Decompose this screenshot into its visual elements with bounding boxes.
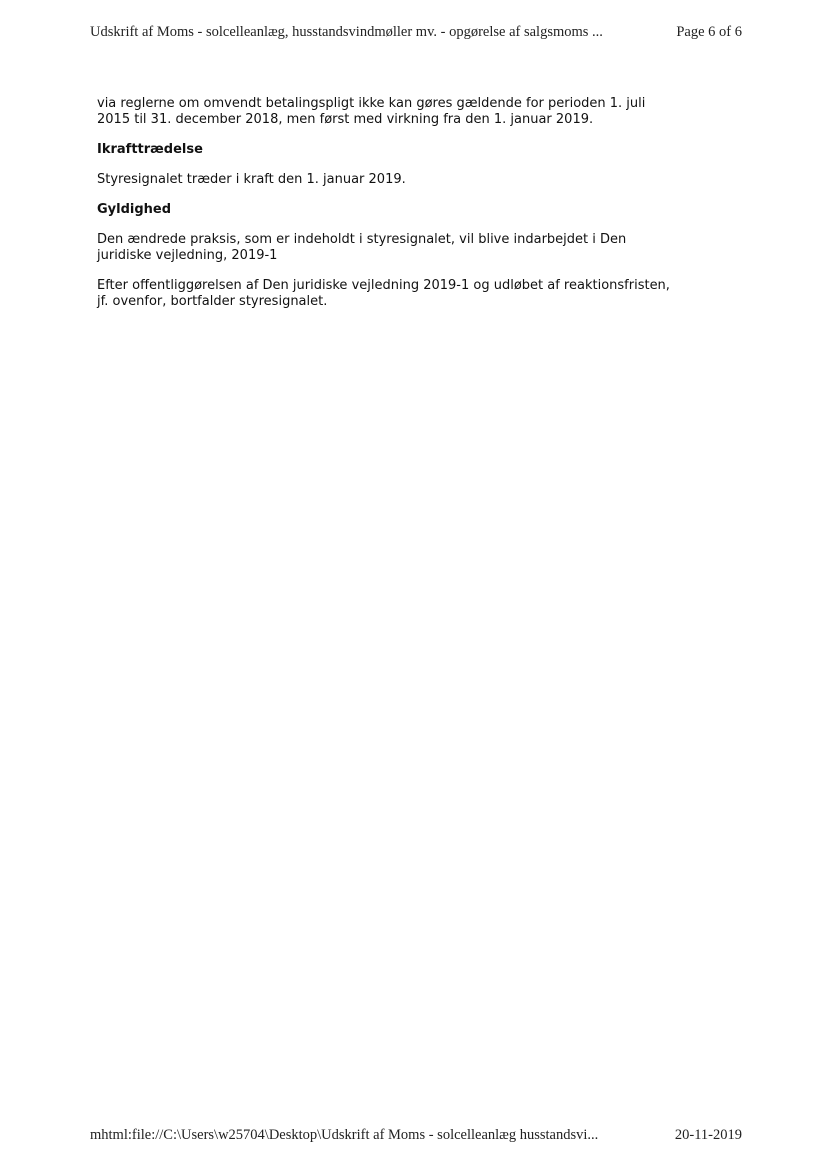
- source-url: mhtml:file://C:\Users\w25704\Desktop\Udskrift af Moms - solcelleanlæg husstandsvi...: [90, 1127, 599, 1143]
- heading-ikrafttraedelse: Ikrafttrædelse: [97, 142, 203, 157]
- heading-gyldighed: Gyldighed: [97, 202, 172, 217]
- paragraph-line: Den ændrede praksis, som er indeholdt i styresignalet, vil blive indarbejdet i Den: [97, 232, 627, 247]
- paragraph-line: juridiske vejledning, 2019-1: [97, 248, 278, 263]
- document-title: Udskrift af Moms - solcelleanlæg, husstandsvindmøller mv. - opgørelse af salgsmoms ...: [90, 24, 603, 40]
- paragraph-line: 2015 til 31. december 2018, men først med virkning fra den 1. januar 2019.: [97, 112, 594, 127]
- print-footer: [90, 1127, 742, 1144]
- paragraph-line: jf. ovenfor, bortfalder styresignalet.: [97, 294, 328, 309]
- paragraph-line: via reglerne om omvendt betalingspligt ikke kan gøres gældende for perioden 1. juli: [97, 96, 646, 111]
- paragraph-ikrafttraedelse: Styresignalet træder i kraft den 1. januar 2019.: [97, 172, 406, 187]
- paragraph-continuation: [97, 96, 737, 128]
- print-date: 20-11-2019: [674, 1127, 742, 1143]
- paragraph-line: Efter offentliggørelsen af Den juridiske vejledning 2019-1 og udløbet af reaktionsfristen,: [97, 278, 670, 293]
- document-body: [97, 96, 737, 324]
- print-header: [90, 24, 742, 41]
- page-number: Page 6 of 6: [676, 24, 742, 40]
- paragraph-gyldighed-2: [97, 278, 737, 310]
- paragraph-gyldighed-1: [97, 232, 737, 264]
